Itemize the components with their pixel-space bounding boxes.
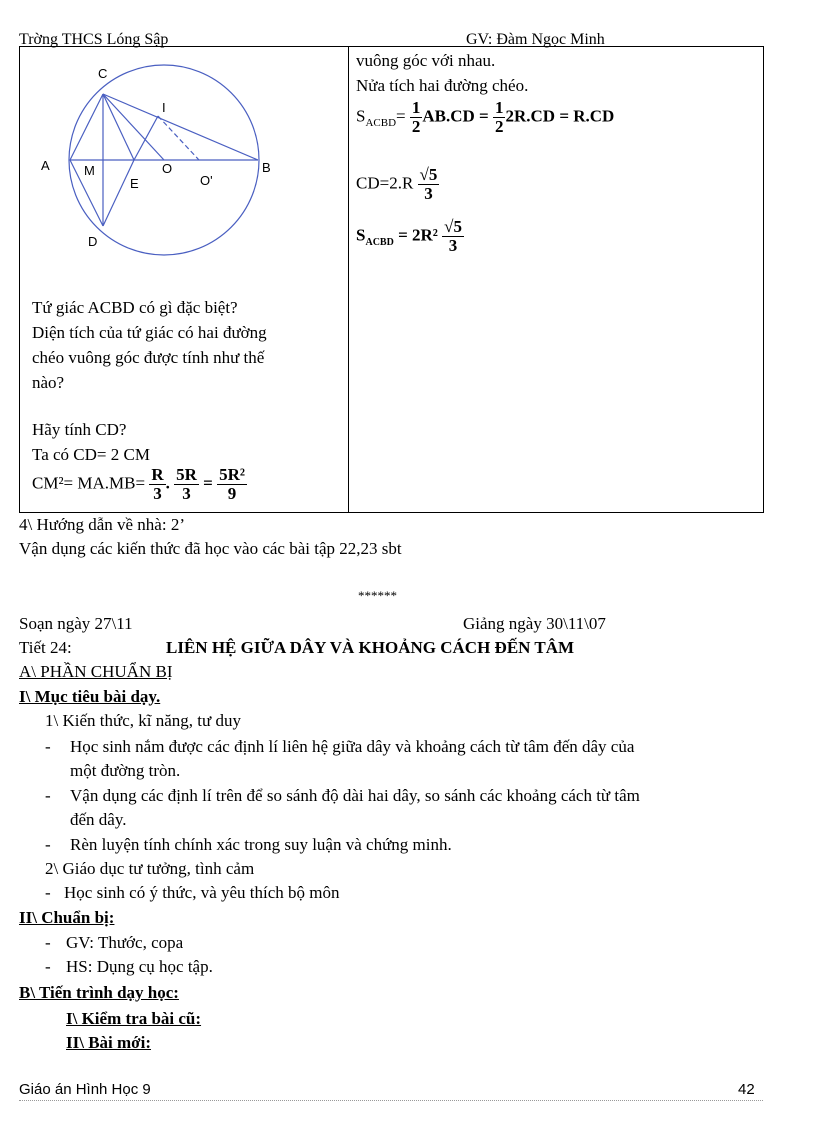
left-q5: Hãy tính CD? [32,420,127,439]
section-new-lesson: II\ Bài mới: [66,1033,151,1052]
cm-frac-1 [149,466,165,503]
label-a: A [41,158,50,173]
cm-frac-1-den: 3 [153,484,162,503]
cm-frac-3-den: 9 [227,484,237,503]
part-b-heading: B\ Tiến trình dạy học: [19,983,179,1002]
bullet-dash: - [45,835,51,854]
table-column-divider [348,46,349,512]
cm-frac-3 [217,466,247,503]
segment-ei [134,116,158,160]
bullet-3: Rèn luyện tính chính xác trong suy luận và chứng minh. [70,835,452,854]
cm-frac-2 [174,466,199,503]
area-sub: ACBD [365,116,397,129]
segment-ce [103,94,134,160]
cm-eq: = [203,473,213,493]
segment-co [103,94,164,160]
bullet-2b: đến dây. [70,810,127,829]
area-result [356,218,464,255]
cm-frac-3-num: 5R² [219,465,245,484]
area-frac-2-num: 1 [494,98,504,117]
cd-frac-den: 3 [424,184,433,203]
sub-attitude: 2\ Giáo dục tư tưởng, tình cảm [45,859,255,878]
sub-knowledge: 1\ Kiến thức, kĩ năng, tư duy [45,711,241,730]
bullet-dash: - [45,737,51,756]
area-term-2: 2R.CD = R.CD [505,106,615,126]
label-o-prime: O' [200,173,213,188]
bullet-1a: Học sinh nắm được các định lí liên hệ giữa dây và khoảng cách từ tâm đến dây của [70,737,635,756]
cd-frac-num: √5 [419,165,438,184]
cd-formula [356,166,439,203]
area-result-eq: = 2R² [393,225,438,245]
label-b: B [262,160,271,175]
cm-frac-2-num: 5R [176,465,197,484]
bullet-dash: - [45,786,51,805]
area-result-sub: ACBD [365,236,394,248]
segment-io-dashed [158,116,199,160]
area-result-frac-den: 3 [448,236,458,255]
label-c: C [98,66,108,81]
area-frac-1-den: 2 [411,117,421,136]
area-frac-1 [410,99,423,136]
footer-rule [19,1100,763,1101]
cm-lhs: CM²= MA.MB= [32,473,146,493]
header-school: Trờng THCS Lóng Sập [19,31,169,48]
area-frac-2 [493,99,506,136]
area-frac-1-num: 1 [411,98,421,117]
left-q2: Diện tích của tứ giác có hai đường [32,323,267,342]
section-objectives: I\ Mục tiêu bài dạy. [19,687,161,706]
bullet-dash: - [45,957,51,976]
separator: ****** [358,588,397,603]
footer-title: Giáo án Hình Học 9 [19,1081,151,1098]
homework-title: 4\ Hướng dẫn về nhà: 2’ [19,515,185,534]
cm-dot: . [165,473,170,493]
circle-figure [30,60,330,260]
homework-text: Vận dụng các kiến thức đã học vào các bài tập 22,23 sbt [19,539,402,558]
area-result-frac-num: √5 [444,217,462,236]
area-result-frac [442,218,464,255]
part-a-heading: A\ PHẦN CHUẨN BỊ [19,662,173,681]
label-d: D [88,234,98,249]
area-s: S [356,106,366,126]
section-preparation: II\ Chuẩn bị: [19,908,115,927]
left-q6: Ta có CD= 2 CM [32,445,150,464]
segment-cb [103,94,258,160]
bullet-4: Học sinh có ý thức, và yêu thích bộ môn [64,883,340,902]
cd-lhs: CD=2.R [356,173,414,193]
area-term-1: AB.CD = [422,106,489,126]
label-e: E [130,176,139,191]
bullet-gv: GV: Thước, copa [66,933,184,952]
bullet-dash: - [45,883,51,902]
bullet-dash: - [45,933,51,952]
right-r1: vuông góc với nhau. [356,51,496,70]
header-teacher: GV: Đàm Ngọc Minh [466,31,605,48]
label-o: O [162,161,173,176]
label-m: M [84,163,95,178]
date-teach: Giảng ngày 30\11\07 [463,614,606,633]
cm-frac-1-num: R [151,465,164,484]
area-result-s: S [356,225,366,245]
bullet-1b: một đường tròn. [70,761,181,780]
date-prep: Soạn ngày 27\11 [19,614,133,633]
right-r2: Nửa tích hai đường chéo. [356,76,529,95]
lesson-title: LIÊN HỆ GIỮA DÂY VÀ KHOẢNG CÁCH ĐẾN TÂM [166,638,575,657]
cm-frac-2-den: 3 [182,484,191,503]
area-frac-2-den: 2 [494,117,504,136]
area-formula [356,99,614,136]
bullet-2a: Vận dụng các định lí trên để so sánh độ dài hai dây, so sánh các khoảng cách từ tâm [70,786,640,805]
left-q4: nào? [32,373,65,392]
left-q1: Tứ giác ACBD có gì đặc biệt? [32,298,238,317]
period: Tiết 24: [19,638,72,657]
cm-formula [32,466,247,503]
page-number: 42 [738,1081,755,1098]
segment-de [103,160,134,226]
bullet-hs: HS: Dụng cụ học tập. [66,957,213,976]
area-eq: = [396,106,406,126]
label-i: I [162,100,166,115]
section-review: I\ Kiểm tra bài cũ: [66,1009,202,1028]
left-q3: chéo vuông góc được tính như thế [32,348,265,367]
cd-frac [418,166,440,203]
